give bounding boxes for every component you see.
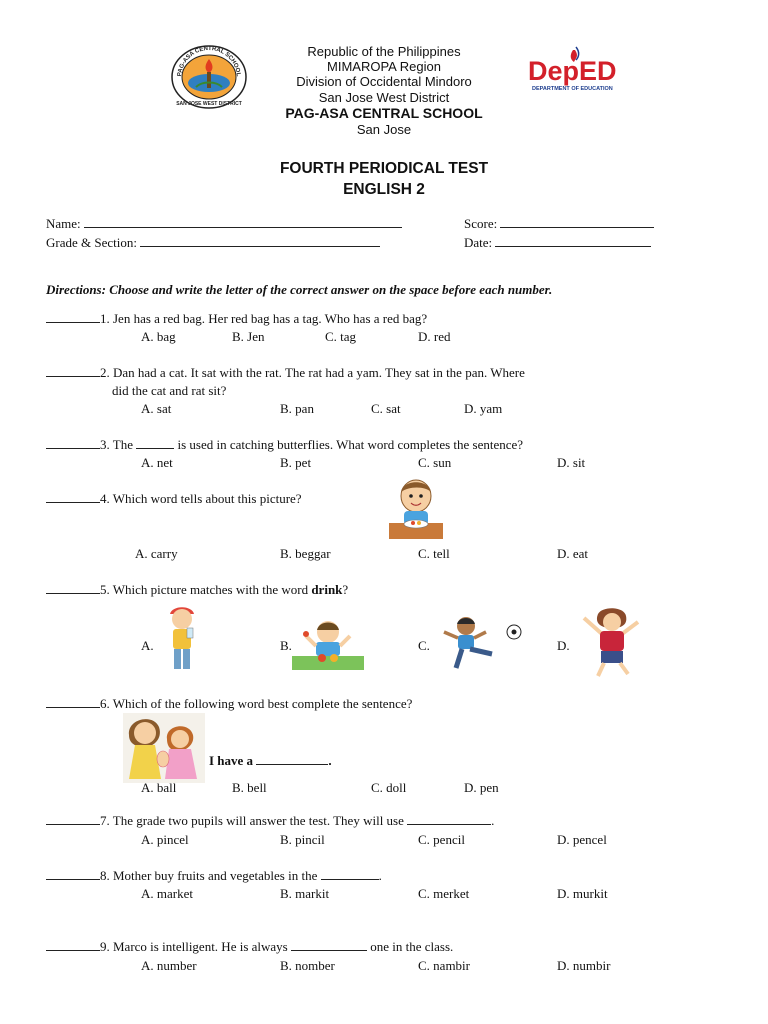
name-blank[interactable] [84, 217, 402, 228]
girls-with-doll-image [123, 713, 205, 783]
boy-eating-picnic-image [292, 618, 364, 670]
question-5: 5. Which picture matches with the word drink? [46, 582, 348, 598]
answer-blank-1[interactable] [46, 312, 100, 323]
q4-option-a: A. carry [135, 546, 178, 561]
date-label: Date: [464, 235, 493, 250]
q4-option-d: D. eat [557, 546, 589, 561]
question-4: 4. Which word tells about this picture? [46, 491, 302, 507]
score-blank[interactable] [500, 217, 654, 228]
q9-option-d: D. numbir [557, 958, 611, 973]
q4-option-b: B. beggar [280, 546, 331, 561]
date-field[interactable] [464, 235, 651, 251]
q2-option-b: B. pan [280, 401, 314, 416]
directions: Directions: Choose and write the letter of the correct answer on the space before each number. [46, 282, 553, 297]
q7-option-d: D. pencel [557, 832, 607, 847]
q9-option-c: C. nambir [418, 958, 470, 973]
score-field[interactable] [464, 216, 654, 232]
q6-option-c: C. doll [371, 780, 407, 795]
q5-option-d: D. [557, 638, 570, 653]
q6-sentence-blank [256, 754, 328, 765]
question-7: 7. The grade two pupils will answer the test. They will use . [46, 813, 494, 829]
test-title: FOURTH PERIODICAL TEST [279, 160, 489, 177]
q5-option-a: A. [141, 638, 154, 653]
q8-option-b: B. markit [280, 886, 330, 901]
q9-option-b: B. nomber [280, 958, 335, 973]
answer-blank-7[interactable] [46, 814, 100, 825]
question-9: 9. Marco is intelligent. He is always one in the class. [46, 939, 453, 955]
q1-option-c: C. tag [325, 329, 357, 344]
q5-bold-word: drink [311, 582, 343, 597]
header-town: San Jose [356, 122, 412, 137]
q3-option-b: B. pet [280, 455, 312, 470]
test-subject: ENGLISH 2 [343, 181, 425, 198]
deped-wordmark: DepED [528, 56, 617, 86]
q6-option-b: B. bell [232, 780, 267, 795]
q4-option-c: C. tell [418, 546, 450, 561]
header-school: PAG-ASA CENTRAL SCHOOL [285, 105, 483, 121]
grade-label: Grade & Section: [46, 235, 137, 250]
name-field[interactable] [46, 216, 402, 232]
question-2: 2. Dan had a cat. It sat with the rat. The rat had a yam. They sat in the pan. Where [46, 365, 525, 381]
q7-option-c: C. pencil [418, 832, 465, 847]
q9-option-a: A. number [141, 958, 197, 973]
q1-option-d: D. red [418, 329, 451, 344]
q8-option-d: D. murkit [557, 886, 608, 901]
question-6: 6. Which of the following word best complete the sentence? [46, 696, 412, 712]
q1-option-b: B. Jen [232, 329, 265, 344]
answer-blank-9[interactable] [46, 940, 100, 951]
q6-option-a: A. ball [141, 780, 177, 795]
grade-blank[interactable] [140, 236, 380, 247]
boy-kicking-ball-image [434, 614, 524, 672]
q9-sentence-blank [291, 940, 367, 951]
q5-option-c: C. [418, 638, 430, 653]
date-blank[interactable] [495, 236, 651, 247]
answer-blank-6[interactable] [46, 697, 100, 708]
q6-option-d: D. pen [464, 780, 499, 795]
q7-option-a: A. pincel [141, 832, 189, 847]
header-republic: Republic of the Philippines [307, 44, 461, 59]
q8-sentence-blank [321, 869, 379, 880]
q2-option-c: C. sat [371, 401, 401, 416]
header-division: Division of Occidental Mindoro [296, 74, 472, 89]
answer-blank-3[interactable] [46, 438, 100, 449]
deped-subtitle: DEPARTMENT OF EDUCATION [532, 86, 613, 92]
answer-blank-8[interactable] [46, 869, 100, 880]
boy-drinking-image [164, 604, 200, 674]
q2-option-d: D. yam [464, 401, 503, 416]
answer-blank-4[interactable] [46, 492, 100, 503]
seal-top-text: PAG-ASA CENTRAL SCHOOL [177, 45, 241, 77]
q5-option-b: B. [280, 638, 292, 653]
name-label: Name: [46, 216, 81, 231]
boy-eating-image [387, 474, 445, 542]
header-region: MIMAROPA Region [327, 59, 441, 74]
score-label: Score: [464, 216, 498, 231]
answer-blank-5[interactable] [46, 583, 100, 594]
q8-option-a: A. market [141, 886, 193, 901]
question-3: 3. The is used in catching butterflies. What word completes the sentence? [46, 437, 523, 453]
header-district: San Jose West District [318, 90, 450, 105]
question-8: 8. Mother buy fruits and vegetables in the . [46, 868, 382, 884]
q1-option-a: A. bag [141, 329, 176, 344]
seal-bottom-text: SAN JOSE WEST DISTRICT [176, 101, 242, 107]
q3-option-d: D. sit [557, 455, 586, 470]
q2-option-a: A. sat [141, 401, 172, 416]
q3-option-a: A. net [141, 455, 173, 470]
answer-blank-2[interactable] [46, 366, 100, 377]
q3-sentence-blank [136, 438, 174, 449]
question-1: 1. Jen has a red bag. Her red bag has a tag. Who has a red bag? [46, 311, 427, 327]
q7-sentence-blank [407, 814, 491, 825]
q6-sentence: I have a . [209, 753, 332, 768]
q3-option-c: C. sun [418, 455, 452, 470]
girl-jumping-image [580, 608, 642, 678]
grade-section-field[interactable] [46, 235, 380, 251]
question-2-cont: did the cat and rat sit? [112, 383, 227, 398]
q7-option-b: B. pincil [280, 832, 325, 847]
q8-option-c: C. merket [418, 886, 470, 901]
